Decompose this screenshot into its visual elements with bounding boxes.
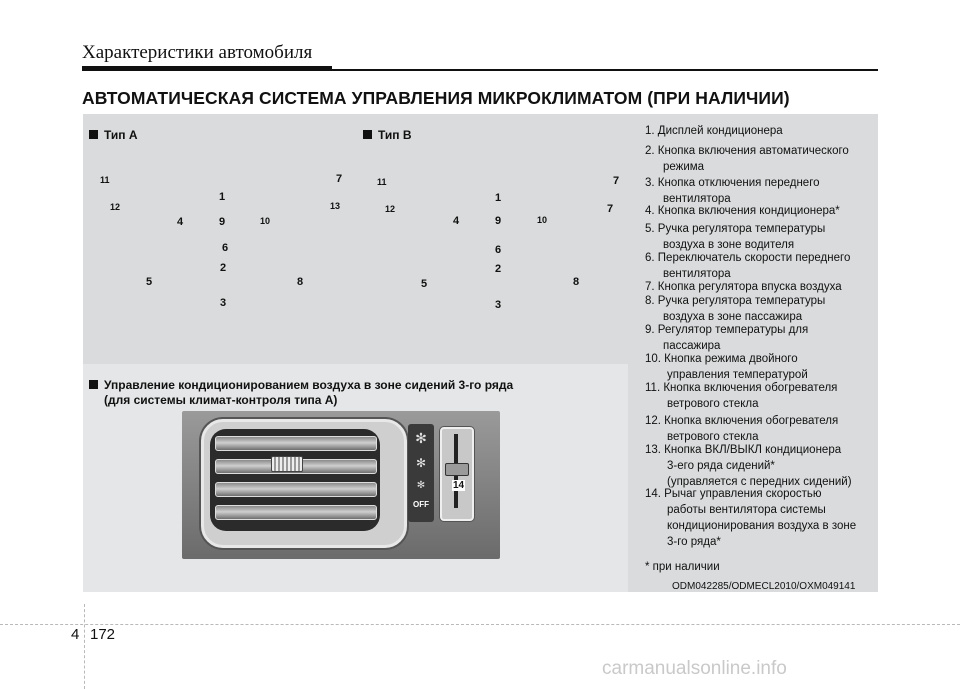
callout-number: 8 [297, 276, 304, 288]
legend-text: воздуха в зоне водителя [663, 239, 795, 251]
legend-text: 8. Ручка регулятора температуры [645, 295, 826, 307]
vent-opening [210, 429, 380, 531]
legend-text: пассажира [663, 340, 721, 352]
fan-high-icon: ✻ [415, 430, 427, 446]
callout-number: 3 [495, 299, 502, 311]
rear-heading-line1: Управление кондиционированием воздуха в зоне сидений 3-го ряда [104, 378, 514, 392]
legend-item [645, 413, 881, 445]
callout-number: 13 [330, 201, 341, 211]
page-divider-vertical [84, 604, 85, 689]
title-underline [82, 66, 332, 71]
legend-text: кондиционирования воздуха в зоне [667, 520, 857, 532]
off-label: OFF [413, 500, 429, 509]
legend-text: 3. Кнопка отключения переднего [645, 177, 820, 189]
legend-text: управления температурой [667, 369, 808, 381]
callout-number: 4 [453, 215, 460, 227]
legend-item [645, 486, 881, 550]
legend-text: ветрового стекла [667, 398, 759, 410]
legend-text: вентилятора [663, 193, 731, 205]
callout-number: 9 [495, 215, 502, 227]
rear-heading-line2: (для системы климат-контроля типа А) [104, 393, 338, 407]
main-heading: АВТОМАТИЧЕСКАЯ СИСТЕМА УПРАВЛЕНИЯ МИКРОКЛИМАТОМ (ПРИ НАЛИЧИИ) [82, 88, 790, 108]
image-codes: ODM042285/ODMECL2010/OXM049141 [672, 581, 856, 592]
legend-text: режима [663, 161, 705, 173]
legend-text: 13. Кнопка ВКЛ/ВЫКЛ кондиционера [645, 444, 842, 456]
legend-item [645, 143, 881, 175]
page-chapter: 4 [71, 626, 80, 643]
legend-item [645, 442, 881, 490]
page-divider [0, 624, 960, 625]
callout-number: 7 [607, 203, 614, 215]
legend-item [645, 203, 881, 219]
callout-number: 14 [453, 480, 465, 491]
title-rule [332, 69, 878, 71]
callout-number: 11 [100, 175, 110, 185]
callout-number: 3 [220, 297, 227, 309]
callout-number: 10 [260, 216, 271, 226]
callout-number: 1 [219, 191, 226, 203]
callout-number: 12 [110, 202, 121, 212]
legend-text: (управляется с передних сидений) [667, 476, 852, 488]
legend-text: 14. Рычаг управления скоростью [645, 488, 822, 500]
legend-text: 7. Кнопка регулятора впуска воздуха [645, 281, 842, 293]
legend-text: 10. Кнопка режима двойного [645, 353, 798, 365]
legend-text: 3-его ряда сидений* [667, 460, 775, 472]
vent-vane [215, 482, 377, 497]
legend-text: 6. Переключатель скорости переднего [645, 252, 851, 264]
callout-number: 1 [495, 192, 502, 204]
callout-number: 5 [421, 278, 428, 290]
legend-item [645, 250, 881, 282]
callout-number: 6 [222, 242, 229, 254]
legend-text: 1. Дисплей кондиционера [645, 125, 783, 137]
callout-number: 7 [613, 175, 620, 187]
legend-item [645, 221, 881, 253]
square-bullet-icon [89, 380, 98, 389]
vent-vane [215, 436, 377, 451]
page-number: 172 [90, 626, 116, 643]
legend-item [645, 293, 881, 325]
legend-text: работы вентилятора системы [667, 504, 826, 516]
legend-item [645, 322, 881, 354]
fan-low-icon: ✻ [416, 480, 426, 491]
rear-heading [89, 378, 513, 392]
legend-text: 9. Регулятор температуры для [645, 324, 809, 336]
fan-speed-lever [445, 463, 469, 476]
legend-text: 4. Кнопка включения кондиционера* [645, 205, 840, 217]
vent-knob [271, 456, 303, 472]
type-b-label: Тип В [378, 128, 412, 142]
square-bullet-icon [89, 130, 98, 139]
legend-text: вентилятора [663, 268, 731, 280]
square-bullet-icon [363, 130, 372, 139]
legend-text: 3-го ряда* [667, 536, 721, 548]
callout-number: 6 [495, 244, 502, 256]
callout-number: 2 [220, 262, 227, 274]
legend-text: воздуха в зоне пассажира [663, 311, 803, 323]
section-title: Характеристики автомобиля [82, 42, 313, 63]
callout-number: 12 [385, 204, 396, 214]
legend-item [645, 351, 881, 383]
fan-medium-icon: ✻ [415, 456, 427, 470]
legend-text: 11. Кнопка включения обогревателя [645, 382, 838, 394]
legend-item [645, 380, 881, 412]
legend-text: 12. Кнопка включения обогревателя [645, 415, 839, 427]
type-a-label: Тип А [104, 128, 138, 142]
legend-text: ветрового стекла [667, 431, 759, 443]
vent-vane [215, 505, 377, 520]
callout-number: 4 [177, 216, 184, 228]
type-b-heading [363, 128, 412, 142]
callout-number: 8 [573, 276, 580, 288]
legend-item [645, 123, 881, 139]
footnote: * при наличии [645, 561, 720, 573]
watermark[interactable]: carmanualsonline.info [602, 658, 787, 679]
callout-number: 5 [146, 276, 153, 288]
legend-text: 2. Кнопка включения автоматического [645, 145, 849, 157]
callout-number: 11 [377, 177, 387, 187]
callout-number: 9 [219, 216, 226, 228]
callout-number: 7 [336, 173, 343, 185]
callout-number: 10 [537, 215, 548, 225]
legend-text: 5. Ручка регулятора температуры [645, 223, 826, 235]
callout-number: 2 [495, 263, 502, 275]
type-a-heading [89, 128, 138, 142]
